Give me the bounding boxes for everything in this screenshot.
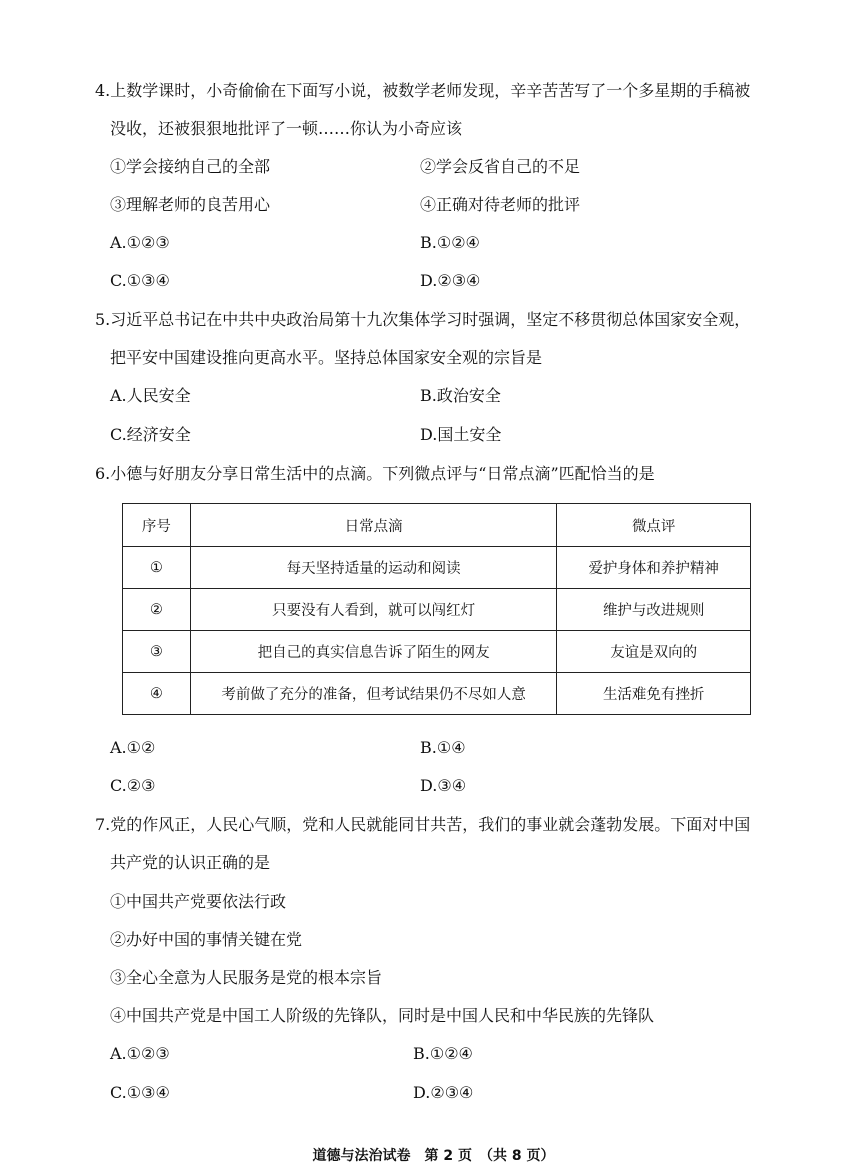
table-cell: 考前做了充分的准备，但考试结果仍不尽如人意 [190,673,557,715]
q7-stem-line1: 7.党的作风正，人民心气顺，党和人民就能同甘共苦，我们的事业就会蓬勃发展。下面对中国 [95,815,751,834]
table-cell: ③ [123,631,191,673]
q6-option-b: B.①④ [420,738,466,757]
q6-option-d: D.③④ [420,776,467,795]
table-cell: ④ [123,673,191,715]
q4-stem-line1: 4.上数学课时，小奇偷偷在下面写小说，被数学老师发现，辛辛苦苦写了一个多星期的手稿被 [95,81,751,100]
q5-stem-line2: 把平安中国建设推向更高水平。坚持总体国家安全观的宗旨是 [110,348,543,367]
q4-item-4: ④正确对待老师的批评 [420,195,581,214]
q5-option-c: C.经济安全 [110,425,191,444]
q7-item-1: ①中国共产党要依法行政 [110,892,287,911]
table-cell: 每天坚持适量的运动和阅读 [190,547,557,589]
table-row [123,589,751,631]
q6-option-a: A.①② [110,738,156,757]
table-row [123,547,751,589]
table-cell: 只要没有人看到，就可以闯红灯 [190,589,557,631]
table-row [123,673,751,715]
table-cell: ① [123,547,191,589]
table-cell: 维护与改进规则 [557,589,751,631]
q5-stem-line1: 5.习近平总书记在中共中央政治局第十九次集体学习时强调，坚定不移贯彻总体国家安全观， [95,310,751,329]
q6-table [122,503,751,715]
q7-item-4: ④中国共产党是中国工人阶级的先锋队，同时是中国人民和中华民族的先锋队 [110,1006,655,1025]
table-cell: 爱护身体和养护精神 [557,547,751,589]
q7-option-a: A.①②③ [110,1044,170,1063]
q4-item-3: ③理解老师的良苦用心 [110,195,271,214]
q7-item-3: ③全心全意为人民服务是党的根本宗旨 [110,968,383,987]
q4-option-c: C.①③④ [110,271,170,290]
table-header: 微点评 [557,504,751,547]
q4-option-d: D.②③④ [420,271,481,290]
table-cell: 把自己的真实信息告诉了陌生的网友 [190,631,557,673]
table-header-row [123,504,751,547]
q4-option-a: A.①②③ [110,233,170,252]
table-cell: ② [123,589,191,631]
q4-option-b: B.①②④ [420,233,480,252]
table-cell: 生活难免有挫折 [557,673,751,715]
q7-option-d: D.②③④ [413,1083,474,1102]
q7-option-c: C.①③④ [110,1083,170,1102]
q6-option-c: C.②③ [110,776,156,795]
q6-stem: 6.小德与好朋友分享日常生活中的点滴。下列微点评与“日常点滴”匹配恰当的是 [95,464,655,483]
table-header: 序号 [123,504,191,547]
table-row [123,631,751,673]
table-header: 日常点滴 [190,504,557,547]
table-cell: 友谊是双向的 [557,631,751,673]
q7-stem-line2: 共产党的认识正确的是 [110,853,271,872]
page-footer: 道德与法治试卷 第 2 页 （共 8 页） [312,1148,555,1164]
q4-item-1: ①学会接纳自己的全部 [110,157,271,176]
q5-option-d: D.国土安全 [420,425,502,444]
q5-option-a: A.人民安全 [110,386,191,405]
q4-item-2: ②学会反省自己的不足 [420,157,581,176]
q4-stem-line2: 没收，还被狠狠地批评了一顿……你认为小奇应该 [110,119,463,138]
q7-option-b: B.①②④ [413,1044,473,1063]
q5-option-b: B.政治安全 [420,386,501,405]
q7-item-2: ②办好中国的事情关键在党 [110,930,303,949]
